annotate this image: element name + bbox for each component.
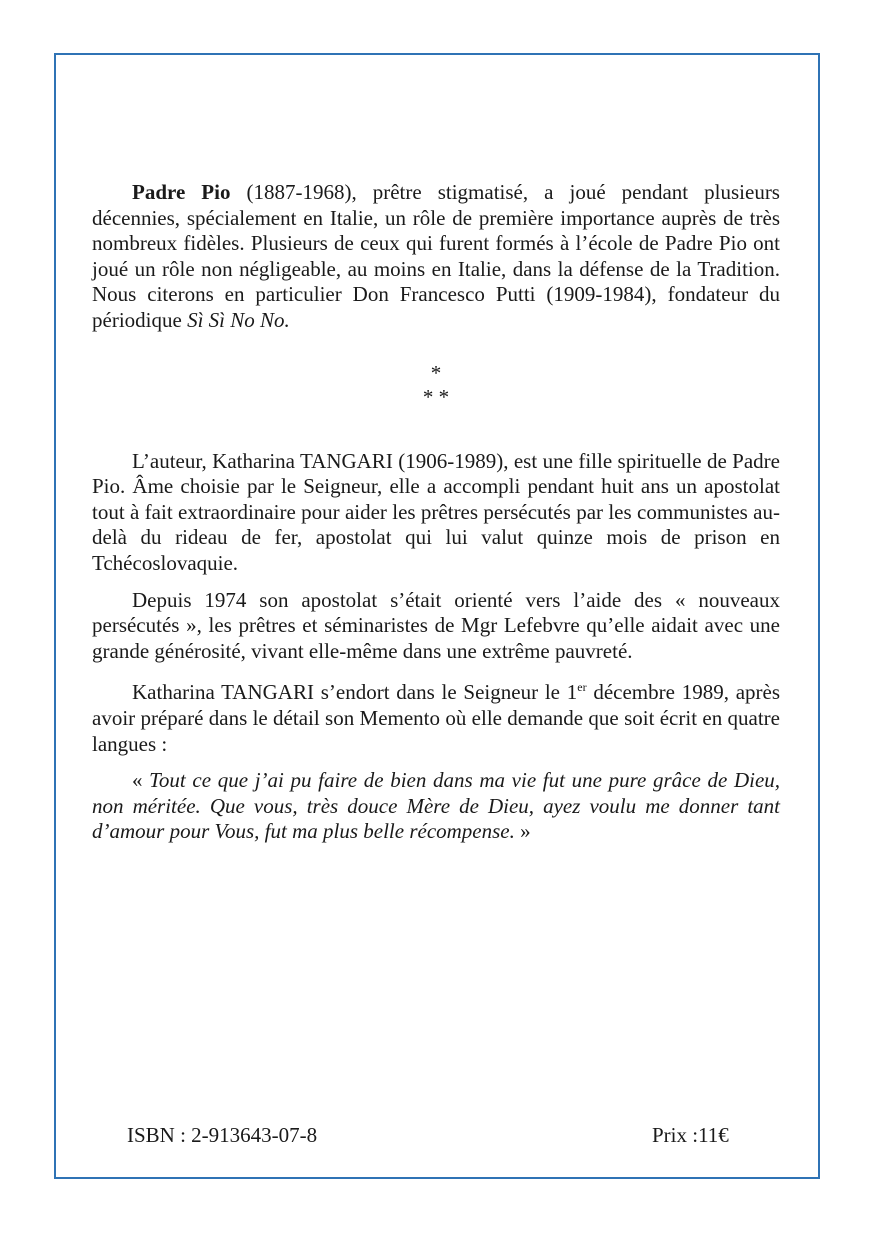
quote-open: « bbox=[132, 768, 150, 793]
death-paragraph bbox=[92, 675, 780, 757]
apostolate-paragraph: Depuis 1974 son apostolat s’était orienté vers l’aide des « nouveaux persécutés », les prêtres et séminaristes de Mgr Lefebvre qu’elle aidait avec une grande générosité, vivant elle-même dans une extrême pauvreté. bbox=[92, 587, 780, 663]
separator-stars bbox=[92, 361, 780, 409]
star-line-1: * bbox=[430, 360, 442, 385]
quote-text: Tout ce que j’ai pu faire de bien dans ma vie fut une pure grâce de Dieu, non méritée. Que vous, très douce Mère de Dieu, ayez voulu me donner tant d’amour pour Vous, fut ma plus belle récompense. bbox=[92, 768, 781, 844]
price: Prix :11€ bbox=[652, 1123, 729, 1147]
intro-name: Padre Pio bbox=[132, 180, 231, 204]
death-text-end: décembre 1989, après avoir préparé dans le détail son Memento où elle demande que soit écrit en quatre langues : bbox=[92, 680, 780, 756]
intro-paragraph bbox=[92, 180, 780, 334]
star-line-2: * * bbox=[422, 384, 450, 409]
memento-quote bbox=[92, 768, 780, 845]
isbn: ISBN : 2-913643-07-8 bbox=[127, 1123, 318, 1147]
death-text-start: Katharina TANGARI s’endort dans le Seigneur le 1 bbox=[132, 680, 578, 705]
periodical-title: Sì Sì No No. bbox=[187, 307, 290, 332]
ordinal-suffix: er bbox=[577, 680, 587, 695]
author-paragraph: L’auteur, Katharina TANGARI (1906-1989), est une fille spirituelle de Padre Pio. Âme choisie par le Seigneur, elle a accompli pendant huit ans un apostolat tout à fait extraordinaire pour aider les prêtres persécutés par les communistes au-delà du rideau de fer, apostolat qui lui valut quinze mois de prison en Tchécoslovaquie. bbox=[92, 448, 780, 575]
back-cover-text bbox=[92, 180, 780, 845]
quote-close: » bbox=[514, 819, 531, 844]
intro-text: (1887-1968), prêtre stigmatisé, a joué pendant plusieurs décennies, spécialement en Italie, un rôle de première importance auprès de très nombreux fidèles. Plusieurs de ceux qui furent formés à l’école de Padre Pio ont joué un rôle non négligeable, au moins en Italie, dans la défense de la Tradition. Nous citerons en particulier Don Francesco Putti (1909-1984), fondateur du périodique bbox=[92, 180, 780, 332]
